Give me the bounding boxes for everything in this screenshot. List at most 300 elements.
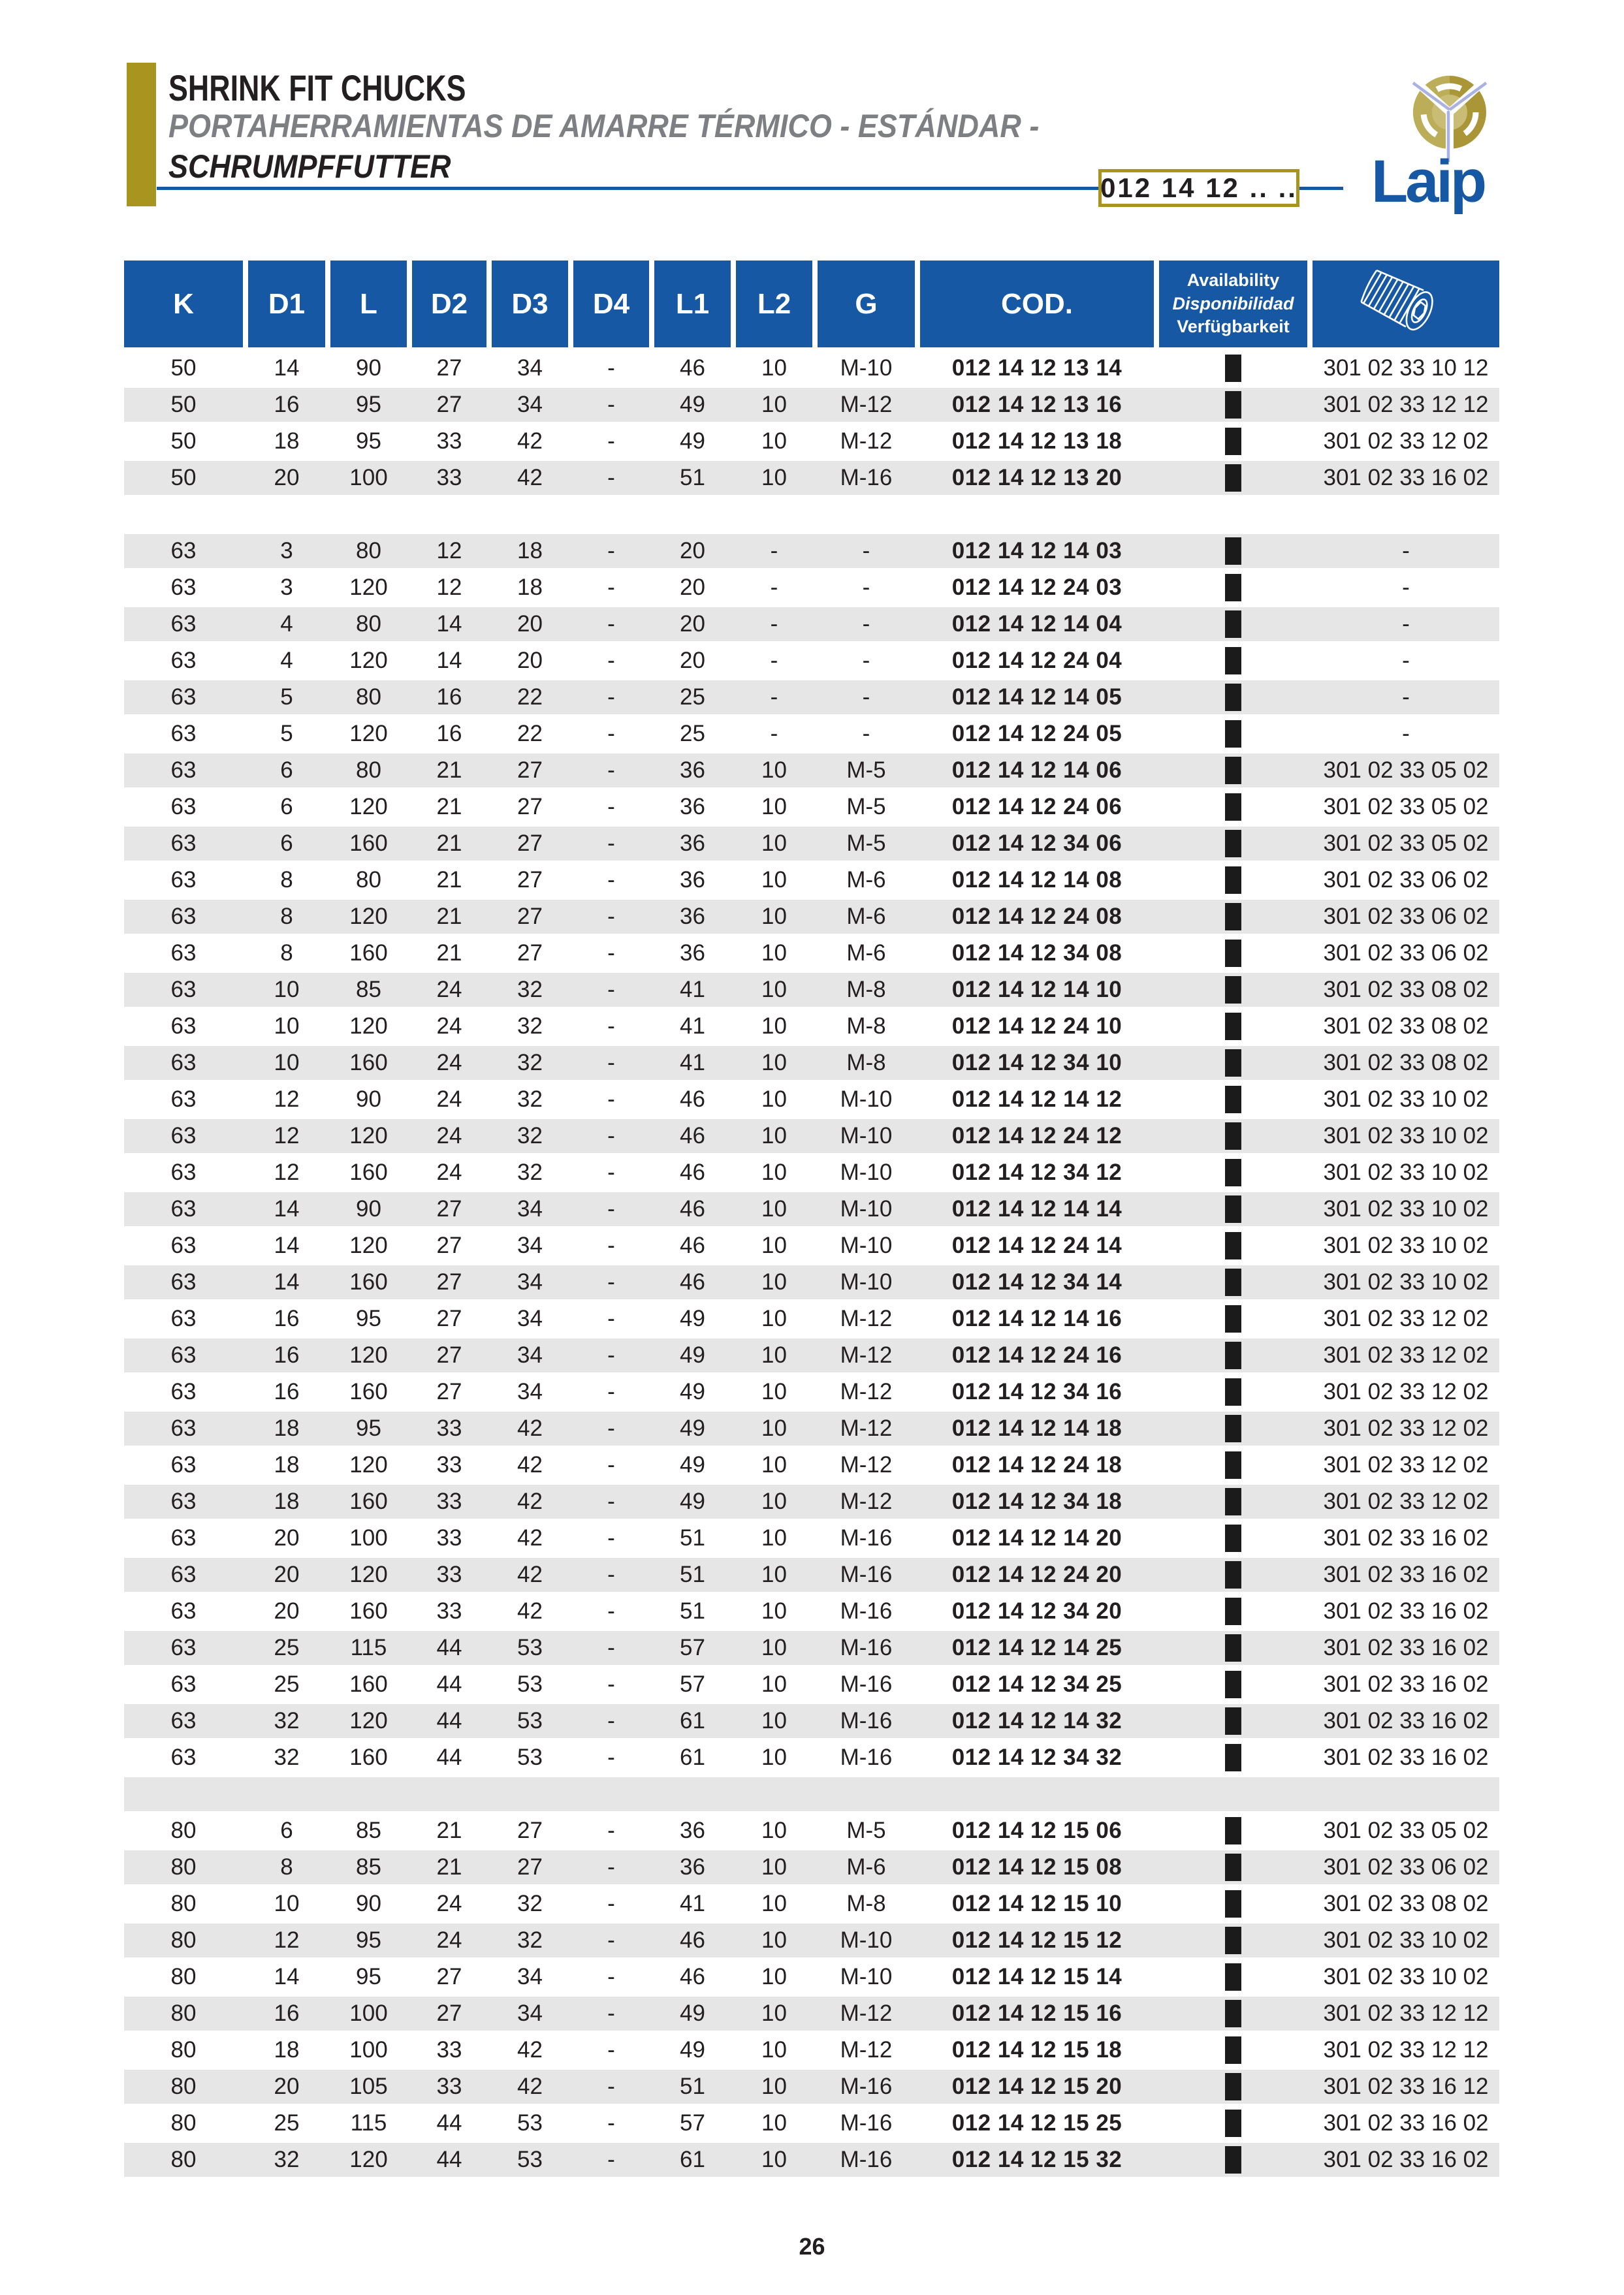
cell-ref: 301 02 33 12 02 [1323, 428, 1489, 454]
cell-d1: 14 [274, 1964, 300, 1989]
cell-l: 160 [349, 1379, 388, 1404]
cell-l: 85 [356, 1818, 381, 1843]
cell-l1: 36 [680, 794, 705, 819]
cell-l: 80 [356, 757, 381, 783]
cell-d1: 8 [280, 940, 293, 966]
cell-k: 63 [170, 648, 197, 673]
table-row [124, 1812, 1499, 1849]
cell-d2: 27 [436, 355, 462, 381]
cell-ref: - [1402, 538, 1410, 563]
cell-g: M-16 [840, 1671, 893, 1697]
cell-l1: 36 [680, 867, 705, 893]
availability-cell [1159, 464, 1307, 492]
cell-l1: 61 [680, 1745, 705, 1770]
cell-d2: 44 [436, 1745, 462, 1770]
cell-g: M-12 [840, 1489, 893, 1514]
threaded-set-screw-icon [1350, 266, 1461, 343]
availability-cell [1159, 574, 1307, 601]
table-row [124, 1995, 1499, 2032]
availability-square-icon [1225, 1671, 1241, 1698]
table-row [124, 1849, 1499, 1886]
cell-ref: 301 02 33 08 02 [1323, 977, 1489, 1002]
cell-cod: 012 14 12 34 10 [951, 1050, 1122, 1075]
cell-cod: 012 14 12 13 14 [951, 355, 1122, 381]
cell-d2: 24 [436, 1160, 462, 1185]
availability-label-en: Availability [1186, 270, 1280, 291]
cell-d1: 10 [274, 1050, 300, 1075]
cell-l: 160 [349, 1671, 388, 1697]
cell-d1: 12 [274, 1160, 300, 1185]
cell-cod: 012 14 12 14 25 [951, 1635, 1122, 1660]
table-row [124, 1886, 1499, 1922]
cell-ref: 301 02 33 12 02 [1323, 1489, 1489, 1514]
cell-cod: 012 14 12 24 06 [951, 794, 1122, 819]
cell-cod: 012 14 12 34 12 [951, 1160, 1122, 1185]
cell-k: 50 [170, 392, 197, 417]
cell-l1: 46 [680, 1269, 705, 1295]
cell-d3: 34 [517, 1379, 543, 1404]
cell-l2: 10 [761, 1562, 787, 1587]
cell-d2: 44 [436, 1708, 462, 1733]
table-row [124, 2032, 1499, 2068]
availability-cell [1159, 1890, 1307, 1918]
availability-square-icon [1225, 537, 1241, 565]
availability-cell [1159, 1122, 1307, 1150]
cell-l: 120 [349, 1123, 388, 1148]
cell-d3: 32 [517, 1013, 543, 1039]
cell-d4: - [607, 1927, 615, 1953]
cell-l1: 49 [680, 428, 705, 454]
cell-l2: 10 [761, 1452, 787, 1478]
cell-d4: - [607, 831, 615, 856]
cell-l2: 10 [761, 1123, 787, 1148]
table-row [124, 1447, 1499, 1483]
cell-g: M-5 [846, 1818, 886, 1843]
cell-k: 63 [170, 1562, 197, 1587]
cell-d2: 21 [436, 1854, 462, 1880]
cell-ref: 301 02 33 05 02 [1323, 794, 1489, 819]
availability-cell [1159, 1305, 1307, 1333]
availability-square-icon [1225, 574, 1241, 601]
cell-k: 63 [170, 1525, 197, 1551]
cell-g: M-12 [840, 1379, 893, 1404]
spacer-row [124, 1776, 1499, 1812]
cell-k: 63 [170, 757, 197, 783]
availability-cell [1159, 2000, 1307, 2027]
cell-d2: 27 [436, 2001, 462, 2026]
availability-cell [1159, 1451, 1307, 1479]
cell-ref: 301 02 33 06 02 [1323, 940, 1489, 966]
cell-ref: - [1402, 684, 1410, 710]
cell-ref: - [1402, 611, 1410, 637]
cell-cod: 012 14 12 14 10 [951, 977, 1122, 1002]
cell-d4: - [607, 2001, 615, 2026]
cell-cod: 012 14 12 14 16 [951, 1306, 1122, 1331]
cell-d2: 24 [436, 1013, 462, 1039]
cell-d1: 25 [274, 1671, 300, 1697]
cell-d2: 21 [436, 904, 462, 929]
cell-g: M-10 [840, 1196, 893, 1222]
cell-d4: - [607, 1123, 615, 1148]
cell-l1: 49 [680, 1379, 705, 1404]
cell-d4: - [607, 428, 615, 454]
cell-d3: 34 [517, 1342, 543, 1368]
cell-g: M-8 [846, 977, 886, 1002]
cell-cod: 012 14 12 34 20 [951, 1598, 1122, 1624]
cell-d3: 53 [517, 2110, 543, 2136]
cell-k: 63 [170, 1160, 197, 1185]
cell-k: 80 [170, 2110, 197, 2136]
cell-g: - [862, 648, 870, 673]
availability-cell [1159, 793, 1307, 821]
cell-cod: 012 14 12 15 20 [951, 2074, 1122, 2099]
table-row [124, 606, 1499, 642]
availability-square-icon [1225, 1451, 1241, 1479]
gold-accent-bar [127, 63, 156, 206]
cell-l2: 10 [761, 1635, 787, 1660]
cell-d3: 42 [517, 1562, 543, 1587]
cell-cod: 012 14 12 34 06 [951, 831, 1122, 856]
cell-ref: 301 02 33 06 02 [1323, 904, 1489, 929]
cell-d3: 32 [517, 1891, 543, 1916]
cell-k: 63 [170, 1050, 197, 1075]
cell-ref: 301 02 33 12 02 [1323, 1306, 1489, 1331]
cell-l: 95 [356, 392, 381, 417]
cell-l1: 61 [680, 1708, 705, 1733]
cell-k: 63 [170, 611, 197, 637]
cell-g: M-10 [840, 1927, 893, 1953]
cell-l1: 20 [680, 611, 705, 637]
cell-d4: - [607, 1708, 615, 1733]
cell-d1: 20 [274, 465, 300, 490]
cell-l2: 10 [761, 1086, 787, 1112]
table-row [124, 533, 1499, 569]
cell-ref: 301 02 33 08 02 [1323, 1050, 1489, 1075]
cell-l: 160 [349, 1050, 388, 1075]
cell-cod: 012 14 12 14 12 [951, 1086, 1122, 1112]
availability-square-icon [1225, 1598, 1241, 1625]
cell-d3: 42 [517, 465, 543, 490]
cell-l: 160 [349, 1598, 388, 1624]
cell-d2: 33 [436, 2074, 462, 2099]
cell-d3: 27 [517, 757, 543, 783]
cell-d1: 8 [280, 904, 293, 929]
cell-cod: 012 14 12 15 25 [951, 2110, 1122, 2136]
table-row [124, 460, 1499, 496]
cell-l: 115 [350, 2110, 387, 2136]
cell-d3: 42 [517, 1416, 543, 1441]
availability-cell [1159, 1195, 1307, 1223]
availability-cell [1159, 1671, 1307, 1698]
availability-square-icon [1225, 1232, 1241, 1259]
cell-l1: 41 [680, 1891, 705, 1916]
cell-l2: - [770, 648, 778, 673]
cell-d1: 20 [274, 1525, 300, 1551]
cell-k: 63 [170, 721, 197, 746]
cell-g: - [862, 721, 870, 746]
availability-square-icon [1225, 903, 1241, 930]
cell-l: 120 [349, 1342, 388, 1368]
cell-k: 80 [170, 2001, 197, 2026]
laip-logo [1371, 72, 1502, 215]
cell-cod: 012 14 12 24 10 [951, 1013, 1122, 1039]
cell-d1: 12 [274, 1123, 300, 1148]
cell-l: 90 [356, 1086, 381, 1112]
cell-d4: - [607, 1598, 615, 1624]
cell-d1: 8 [280, 1854, 293, 1880]
cell-ref: 301 02 33 10 02 [1323, 1233, 1489, 1258]
cell-l2: 10 [761, 1416, 787, 1441]
availability-cell [1159, 1963, 1307, 1991]
cell-g: - [862, 684, 870, 710]
cell-cod: 012 14 12 15 06 [951, 1818, 1122, 1843]
cell-d1: 3 [280, 575, 293, 600]
cell-d1: 32 [274, 1745, 300, 1770]
cell-l2: 10 [761, 1891, 787, 1916]
cell-g: M-5 [846, 757, 886, 783]
availability-square-icon [1225, 1707, 1241, 1735]
cell-l2: 10 [761, 2001, 787, 2026]
cell-ref: - [1402, 721, 1410, 746]
cell-d3: 42 [517, 1525, 543, 1551]
cell-l1: 57 [680, 2110, 705, 2136]
cell-l1: 46 [680, 355, 705, 381]
cell-ref: 301 02 33 10 02 [1323, 1269, 1489, 1295]
cell-d4: - [607, 465, 615, 490]
availability-square-icon [1225, 1525, 1241, 1552]
cell-d2: 44 [436, 2147, 462, 2172]
cell-l2: 10 [761, 1671, 787, 1697]
cell-l: 95 [356, 1306, 381, 1331]
table-row [124, 716, 1499, 752]
cell-l2: 10 [761, 940, 787, 966]
cell-d2: 33 [436, 1416, 462, 1441]
cell-d3: 32 [517, 1927, 543, 1953]
table-row [124, 2142, 1499, 2178]
availability-square-icon [1225, 2036, 1241, 2064]
cell-cod: 012 14 12 13 18 [951, 428, 1122, 454]
cell-l1: 57 [680, 1671, 705, 1697]
cell-k: 63 [170, 1123, 197, 1148]
table-row [124, 1118, 1499, 1154]
cell-l: 90 [356, 355, 381, 381]
cell-g: M-10 [840, 1086, 893, 1112]
cell-l: 120 [349, 2147, 388, 2172]
cell-d1: 32 [274, 2147, 300, 2172]
cell-d2: 27 [436, 1196, 462, 1222]
availability-cell [1159, 428, 1307, 455]
cell-d2: 16 [436, 721, 462, 746]
availability-label-de: Verfügbarkeit [1177, 317, 1290, 337]
cell-ref: 301 02 33 12 02 [1323, 1416, 1489, 1441]
cell-d2: 21 [436, 831, 462, 856]
cell-g: - [862, 538, 870, 563]
cell-l: 95 [356, 428, 381, 454]
column-header-screw-image [1313, 261, 1499, 347]
cell-g: M-16 [840, 1562, 893, 1587]
cell-l1: 36 [680, 757, 705, 783]
cell-d4: - [607, 2110, 615, 2136]
availability-cell [1159, 647, 1307, 674]
cell-d3: 20 [517, 648, 543, 673]
availability-cell [1159, 1232, 1307, 1259]
cell-d2: 33 [436, 465, 462, 490]
cell-l1: 51 [680, 1525, 705, 1551]
cell-d2: 24 [436, 1891, 462, 1916]
cell-k: 80 [170, 1818, 197, 1843]
cell-cod: 012 14 12 14 04 [951, 611, 1122, 637]
cell-d3: 34 [517, 1233, 543, 1258]
availability-cell [1159, 2146, 1307, 2174]
table-row [124, 972, 1499, 1008]
cell-d2: 24 [436, 1050, 462, 1075]
table-row [124, 1264, 1499, 1301]
cell-l2: 10 [761, 2074, 787, 2099]
cell-d1: 25 [274, 2110, 300, 2136]
cell-d1: 4 [280, 611, 293, 637]
cell-d4: - [607, 684, 615, 710]
table-row [124, 789, 1499, 825]
cell-d1: 18 [274, 1489, 300, 1514]
cell-ref: 301 02 33 16 02 [1323, 2147, 1489, 2172]
cell-k: 80 [170, 1964, 197, 1989]
cell-k: 63 [170, 1269, 197, 1295]
cell-k: 63 [170, 794, 197, 819]
availability-square-icon [1225, 1927, 1241, 1954]
cell-cod: 012 14 12 34 14 [951, 1269, 1122, 1295]
cell-cod: 012 14 12 34 25 [951, 1671, 1122, 1697]
table-row [124, 350, 1499, 387]
cell-l1: 46 [680, 1196, 705, 1222]
cell-g: M-6 [846, 904, 886, 929]
cell-g: M-16 [840, 1745, 893, 1770]
cell-l1: 49 [680, 1452, 705, 1478]
cell-d2: 14 [436, 648, 462, 673]
cell-l2: 10 [761, 428, 787, 454]
cell-l1: 51 [680, 2074, 705, 2099]
availability-square-icon [1225, 1488, 1241, 1515]
availability-cell [1159, 1525, 1307, 1552]
cell-d4: - [607, 611, 615, 637]
cell-cod: 012 14 12 34 16 [951, 1379, 1122, 1404]
cell-l: 120 [349, 1233, 388, 1258]
cell-ref: 301 02 33 05 02 [1323, 757, 1489, 783]
cell-d2: 24 [436, 1927, 462, 1953]
cell-g: M-12 [840, 1416, 893, 1441]
cell-d2: 27 [436, 1342, 462, 1368]
cell-l2: 10 [761, 1269, 787, 1295]
cell-k: 80 [170, 2037, 197, 2063]
cell-d4: - [607, 1891, 615, 1916]
cell-d2: 27 [436, 1964, 462, 1989]
cell-l1: 46 [680, 1160, 705, 1185]
cell-l2: 10 [761, 867, 787, 893]
cell-d3: 27 [517, 794, 543, 819]
cell-d1: 12 [274, 1927, 300, 1953]
cell-ref: 301 02 33 16 02 [1323, 1745, 1489, 1770]
cell-d2: 12 [436, 575, 462, 600]
cell-l: 115 [350, 1635, 387, 1660]
cell-l1: 49 [680, 1489, 705, 1514]
cell-l2: 10 [761, 831, 787, 856]
cell-cod: 012 14 12 13 16 [951, 392, 1122, 417]
cell-ref: 301 02 33 12 02 [1323, 1379, 1489, 1404]
availability-square-icon [1225, 793, 1241, 821]
page-subtitle-german: SCHRUMPFFUTTER [168, 148, 451, 185]
cell-l: 95 [356, 1416, 381, 1441]
cell-l2: 10 [761, 1745, 787, 1770]
availability-square-icon [1225, 1378, 1241, 1406]
cell-d1: 6 [280, 831, 293, 856]
cell-d4: - [607, 392, 615, 417]
cell-d4: - [607, 1671, 615, 1697]
cell-l1: 20 [680, 575, 705, 600]
cell-d1: 16 [274, 392, 300, 417]
cell-d1: 5 [280, 684, 293, 710]
availability-cell [1159, 2036, 1307, 2064]
cell-cod: 012 14 12 15 08 [951, 1854, 1122, 1880]
availability-cell [1159, 1634, 1307, 1662]
cell-l2: 10 [761, 1306, 787, 1331]
cell-d4: - [607, 1050, 615, 1075]
cell-l2: 10 [761, 904, 787, 929]
cell-l: 95 [356, 1964, 381, 1989]
availability-cell [1159, 1488, 1307, 1515]
cell-l2: - [770, 538, 778, 563]
availability-cell [1159, 1561, 1307, 1589]
cell-cod: 012 14 12 24 18 [951, 1452, 1122, 1478]
cell-g: M-16 [840, 2074, 893, 2099]
cell-l1: 36 [680, 904, 705, 929]
table-body [124, 350, 1499, 2178]
cell-ref: 301 02 33 08 02 [1323, 1891, 1489, 1916]
table-row [124, 423, 1499, 460]
table-row [124, 387, 1499, 423]
cell-k: 63 [170, 831, 197, 856]
cell-d1: 16 [274, 1342, 300, 1368]
cell-g: M-16 [840, 1635, 893, 1660]
cell-g: M-10 [840, 1123, 893, 1148]
table-row [124, 2105, 1499, 2142]
cell-l2: 10 [761, 1013, 787, 1039]
availability-cell [1159, 1927, 1307, 1954]
cell-d1: 10 [274, 977, 300, 1002]
availability-square-icon [1225, 976, 1241, 1004]
table-row [124, 1374, 1499, 1410]
availability-cell [1159, 1342, 1307, 1369]
cell-g: M-5 [846, 794, 886, 819]
page-number: 26 [799, 2233, 825, 2260]
cell-k: 63 [170, 1196, 197, 1222]
cell-d1: 16 [274, 1379, 300, 1404]
cell-l1: 36 [680, 1818, 705, 1843]
cell-d4: - [607, 867, 615, 893]
table-row [124, 1520, 1499, 1557]
cell-cod: 012 14 12 34 08 [951, 940, 1122, 966]
cell-k: 63 [170, 977, 197, 1002]
availability-cell [1159, 1707, 1307, 1735]
cell-d4: - [607, 1562, 615, 1587]
cell-d4: - [607, 355, 615, 381]
table-row [124, 2068, 1499, 2105]
cell-d4: - [607, 1452, 615, 1478]
cell-k: 63 [170, 1416, 197, 1441]
page-subtitle-spanish: PORTAHERRAMIENTAS DE AMARRE TÉRMICO - ESTÁNDAR - [168, 108, 1040, 144]
column-header-d3: D3 [492, 261, 568, 347]
cell-d4: - [607, 1342, 615, 1368]
cell-l2: 10 [761, 1818, 787, 1843]
availability-square-icon [1225, 1634, 1241, 1662]
